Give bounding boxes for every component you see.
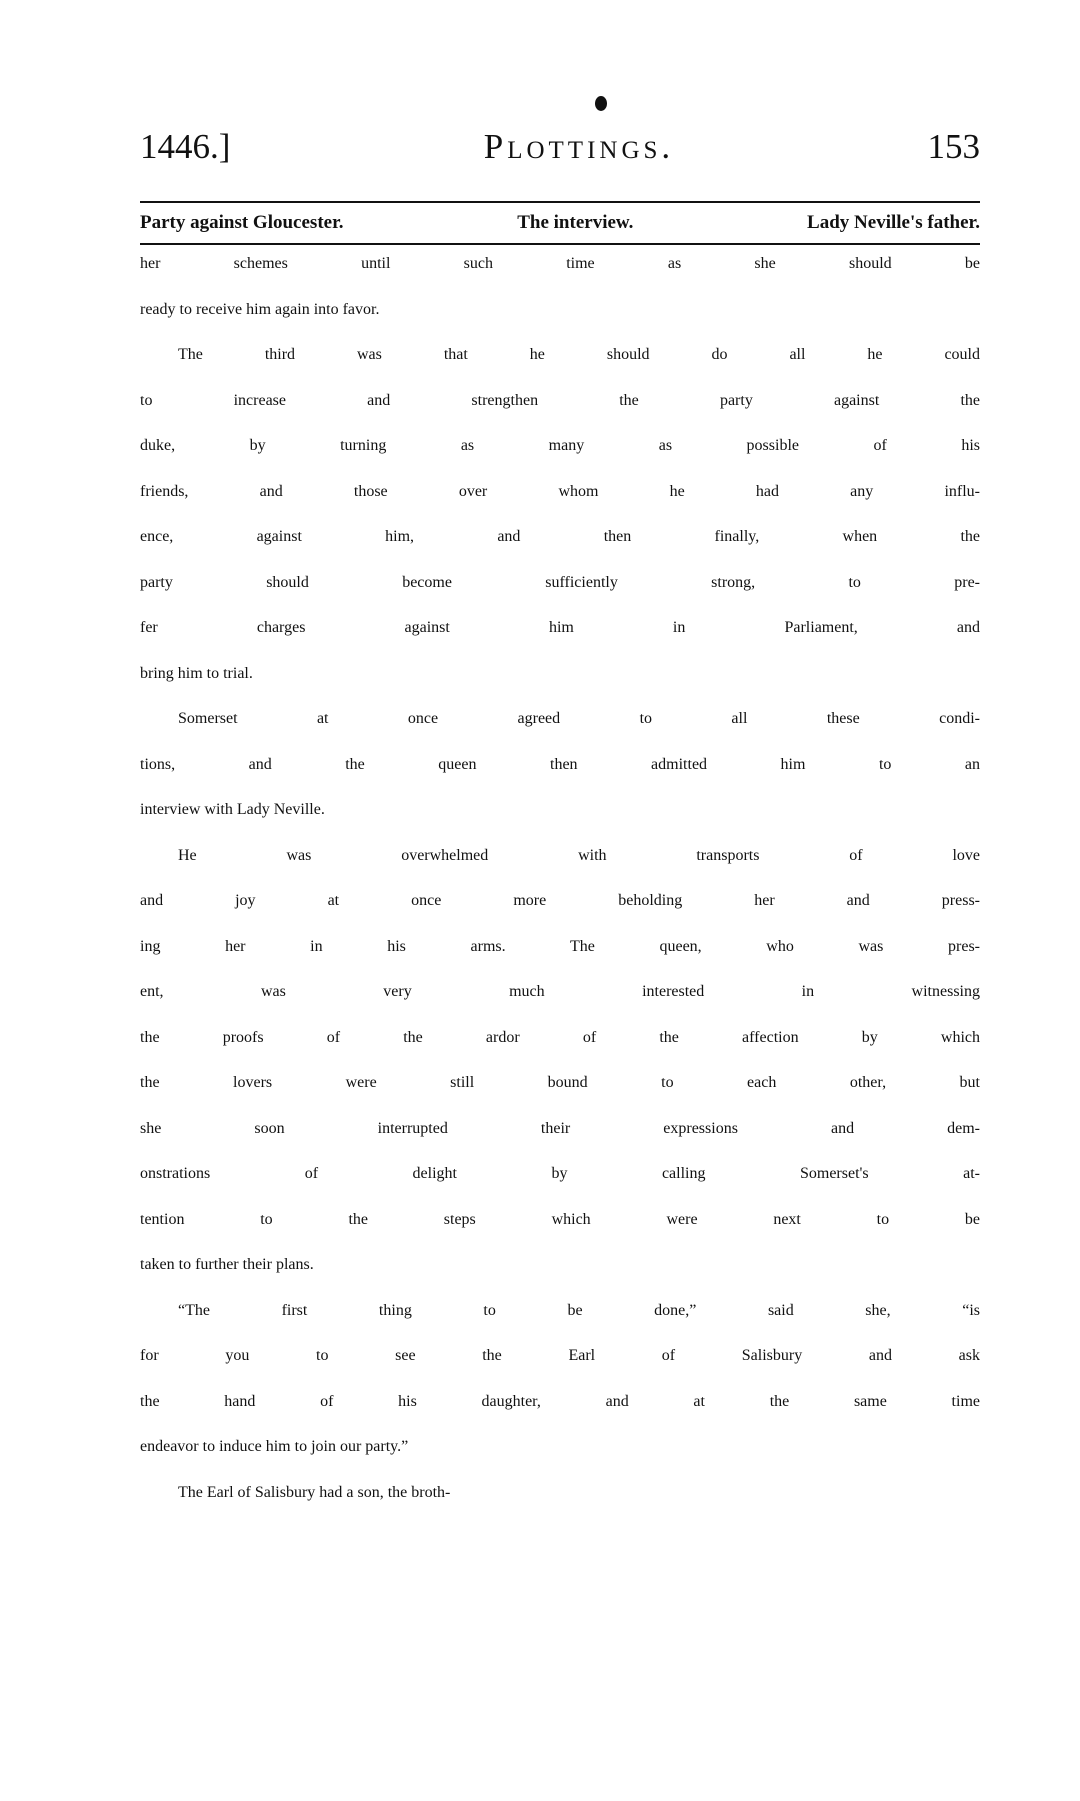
text-line: ready to receive him again into favor. [140,300,380,318]
text-line: the proofs of the ardor of the affection by which [140,1028,980,1046]
text-line: fer charges against him in Parliament, and [140,619,980,636]
body-text [140,255,980,1529]
header-title: Plottings. [483,127,675,166]
text-line: for you to see the Earl of Salisbury and ask [140,1347,980,1364]
text-line: ing her in his arms. The queen, who was pres- [140,937,980,955]
text-line: the lovers were still bound to each other, but [140,1074,980,1091]
book-page [140,0,980,1801]
text-line: duke, by turning as many as possible of his [140,437,980,454]
text-line: interview with Lady Neville. [140,801,325,818]
header-rule-bottom [140,243,980,245]
text-line: ence, against him, and then finally, when the [140,528,980,545]
text-line: He was overwhelmed with transports of love [178,846,980,864]
subhead-center: The interview. [517,212,634,233]
ink-dot-mark [595,96,607,111]
text-line: and joy at once more beholding her and press- [140,892,980,909]
text-line: Somerset at once agreed to all these condi- [178,710,980,727]
text-line: bring him to trial. [140,664,253,682]
text-line: the hand of his daughter, and at the same time [140,1392,980,1410]
topic-subheads [140,206,980,240]
text-line: she soon interrupted their expressions and dem- [140,1119,980,1137]
text-line: “The first thing to be done,” said she, “is [178,1301,980,1319]
subhead-right: Lady Neville's father. [807,212,980,233]
text-line: tention to the steps which were next to be [140,1210,980,1228]
text-line: taken to further their plans. [140,1256,314,1273]
text-line: The Earl of Salisbury had a son, the broth- [178,1483,451,1501]
running-header [140,122,980,172]
text-line: onstrations of delight by calling Somerset's at- [140,1165,980,1182]
text-line: The third was that he should do all he could [178,346,980,363]
text-line: party should become sufficiently strong, to pre- [140,573,980,591]
text-line: her schemes until such time as she should be [140,255,980,272]
text-line: tions, and the queen then admitted him to an [140,755,980,773]
subhead-left: Party against Gloucester. [140,212,344,233]
header-rule-top [140,201,980,203]
header-year: 1446.] [140,127,231,166]
page-number: 153 [927,127,980,166]
text-line: to increase and strengthen the party against the [140,391,980,409]
text-line: ent, was very much interested in witnessing [140,983,980,1000]
text-line: friends, and those over whom he had any influ- [140,482,980,500]
text-line: endeavor to induce him to join our party.” [140,1438,409,1455]
